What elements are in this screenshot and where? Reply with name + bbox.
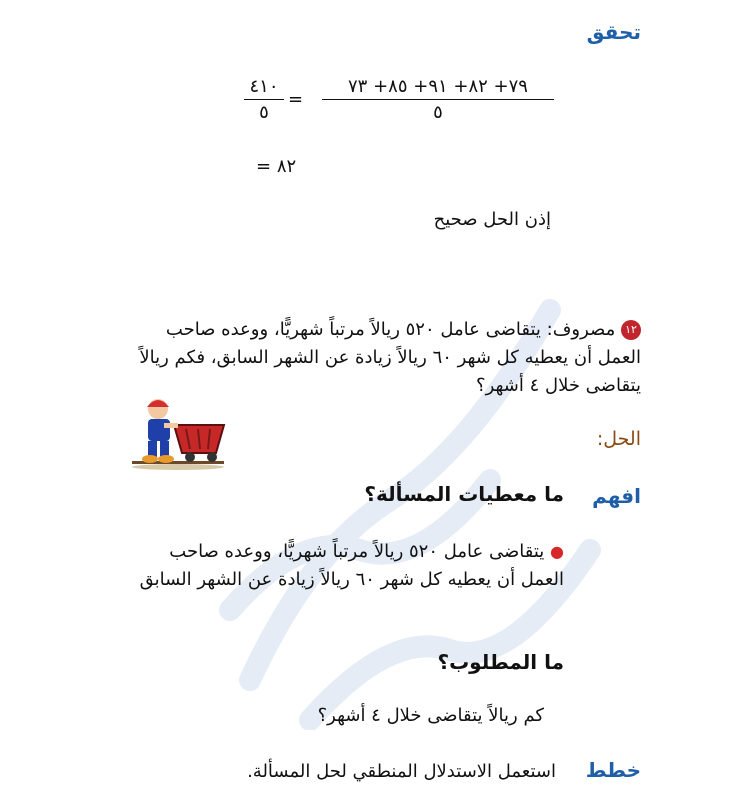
problem-label: مصروف: [546, 319, 616, 340]
equals-sign: = [288, 89, 304, 110]
fraction-bar [322, 99, 554, 100]
sum-denominator: ٥ [433, 102, 443, 123]
sum-fraction [322, 76, 554, 123]
sum-numerator: ٧٩+ ٨٢+ ٩١+ ٨٥+ ٧٣ [348, 76, 528, 97]
average-result: ٨٢ = [256, 156, 297, 177]
problem-number-badge [621, 320, 641, 340]
understand-heading: افهم [592, 484, 641, 508]
total-denominator: ٥ [259, 102, 269, 123]
required-text: كم ريالاً يتقاضى خلال ٤ أشهر؟ [317, 705, 544, 726]
miner-cart-illustration [128, 395, 228, 471]
givens-bullet [134, 538, 564, 594]
required-heading: ما المطلوب؟ [437, 650, 564, 674]
fraction-bar [244, 99, 284, 100]
problem-number: ١٢ [625, 323, 637, 336]
givens-question: ما معطيات المسألة؟ [364, 482, 564, 506]
bullet-dot: ● [550, 542, 564, 561]
plan-text: استعمل الاستدلال المنطقي لحل المسألة. [247, 761, 556, 782]
total-numerator: ٤١٠ [249, 76, 279, 97]
plan-heading: خطط [585, 758, 641, 782]
verify-conclusion: إذن الحل صحيح [433, 209, 551, 230]
givens-text: يتقاضى عامل ٥٢٠ ريالاً مرتباً شهريًّا، ووعده صاحب العمل أن يعطيه كل شهر ٦٠ ريالاً زيادة عن الشهر السابق [139, 541, 564, 590]
total-fraction [244, 76, 284, 123]
verify-heading: تحقق [586, 20, 641, 44]
problem-text [121, 316, 641, 400]
solution-label: الحل: [596, 428, 641, 450]
problem-body: يتقاضى عامل ٥٢٠ ريالاً مرتباً شهريًّا، ووعده صاحب العمل أن يعطيه كل شهر ٦٠ ريالاً زيادة عن الشهر السابق، فكم ريالاً يتقاضى خلال ٤ أشهر؟ [139, 319, 641, 396]
